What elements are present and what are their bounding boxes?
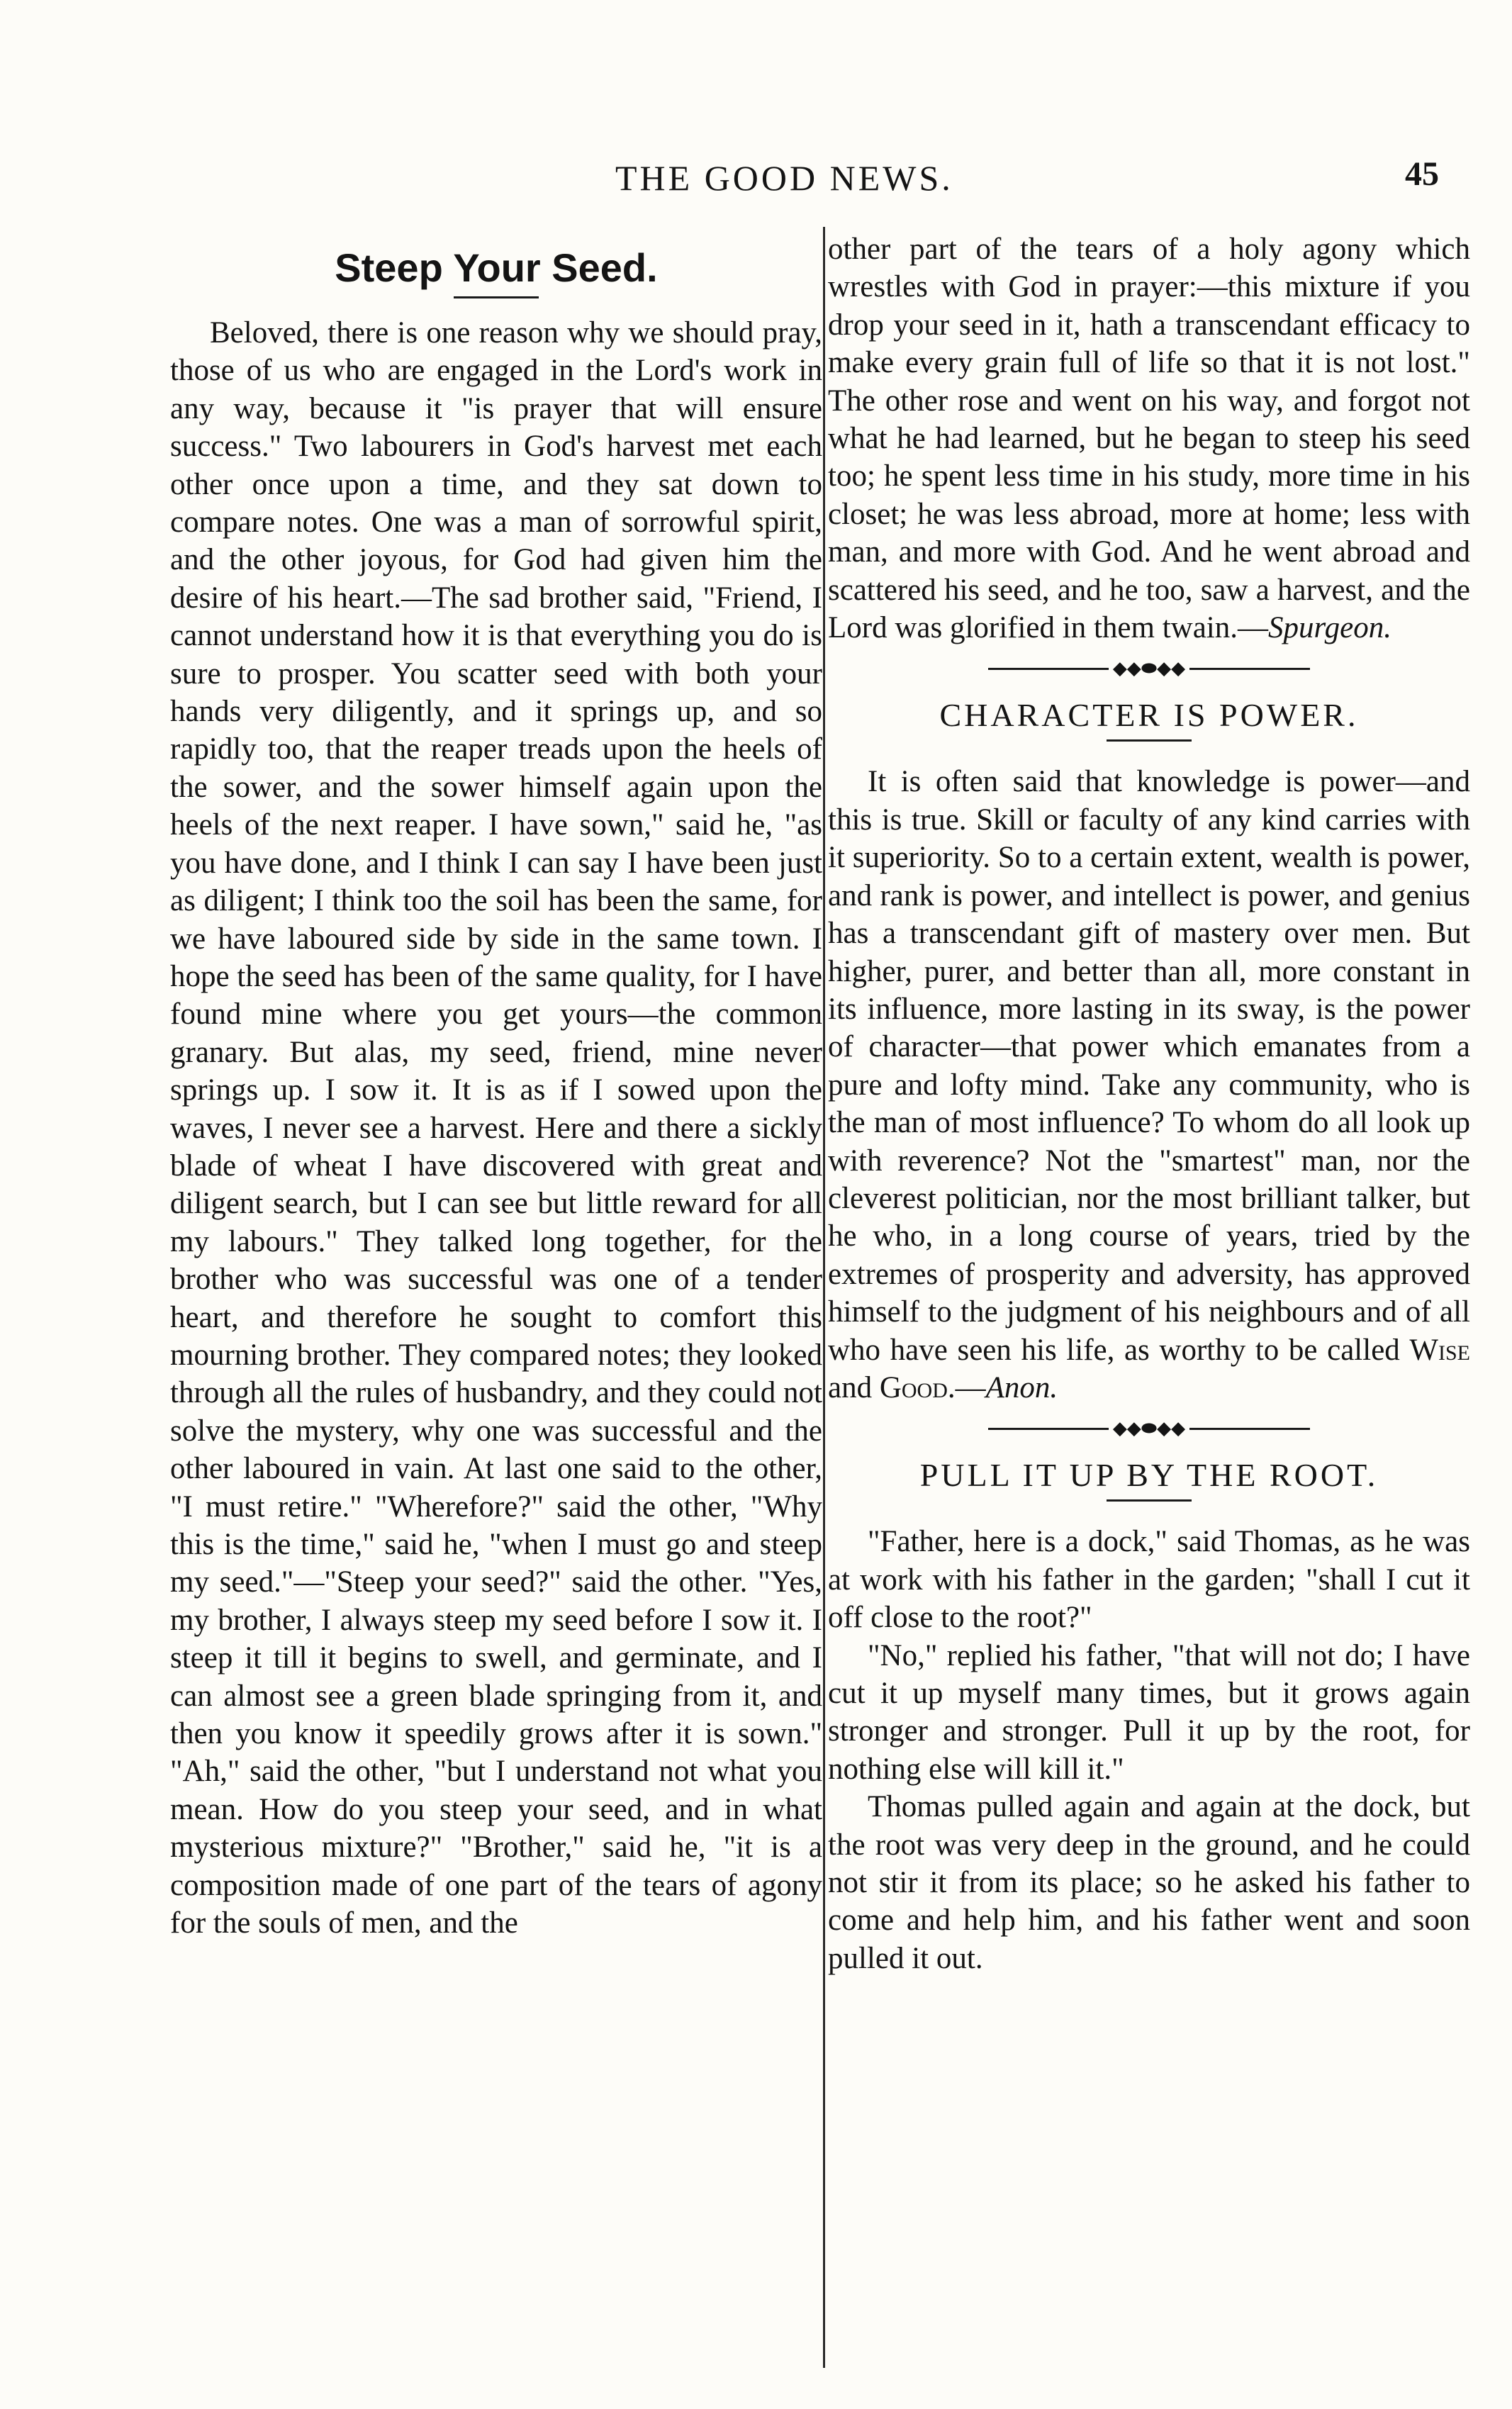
word-and: and	[828, 1370, 880, 1404]
title-rule	[1107, 1499, 1192, 1502]
title-rule	[454, 296, 539, 298]
attribution-spurgeon: Spurgeon.	[1267, 611, 1391, 645]
character-paragraph	[828, 763, 1470, 1407]
article-title-steep-your-seed: Steep Your Seed.	[335, 245, 658, 290]
left-column	[170, 230, 822, 2381]
page-header	[0, 150, 1512, 214]
dash: .—	[947, 1370, 986, 1404]
pull-paragraph: "Father, here is a dock," said Thomas, as he was at work with his father in the garden; "shall I cut it off close to the root?"	[828, 1525, 1470, 1635]
continued-paragraph	[828, 230, 1470, 647]
ornament-line-right	[1189, 668, 1310, 670]
right-column	[828, 230, 1470, 2381]
section-ornament	[828, 659, 1470, 678]
word-wise: Wise	[1409, 1333, 1470, 1367]
column-divider	[823, 227, 825, 2368]
ornament-line-right	[1189, 1428, 1310, 1430]
page-number: 45	[1405, 155, 1439, 193]
article-title-character-is-power: CHARACTER IS POWER.	[939, 697, 1359, 734]
pull-paragraph: Thomas pulled again and again at the dock, but the root was very deep in the ground, and he could not stir it from its place; so he asked his father to come and help him, and his father went and soon pulled it out.	[828, 1790, 1470, 1975]
ornament-diamond-icon: ◆◆⬬◆◆	[1112, 658, 1186, 679]
continued-text: other part of the tears of a holy agony which wrestles with God in prayer:—this mixture if you drop your seed in it, hath a transcendant efficacy to make every grain full of life so that it is not lost." The other rose and went on his way, and forgot not what he had learned, but he began to steep his seed too; he spent less time in his study, more time in his closet; he was less abroad, more at home; less with man, and more with God. And he went abroad and scattered his seed, and he too, saw a harvest, and the Lord was glorified in them twain.—	[828, 233, 1470, 645]
character-text: It is often said that knowledge is power—and this is true. Skill or faculty of any kind carries with it superiority. So to a certain extent, wealth is power, and rank is power, and intellect is power, and genius has a transcendant gift of mastery over men. But higher, purer, and better than all, more constant in its influence, more lasting in its sway, is the power of character—that power which emanates from a pure and lofty mind. Take any community, who is the man of most influence? To whom do all look up with reverence? Not the "smartest" man, nor the cleverest politician, nor the most brilliant talker, but he who, in a long course of years, tried by the extremes of prosperity and adversity, has approved himself to the judgment of his neighbours and of all who have seen his life, as worthy to be called	[828, 765, 1470, 1367]
word-good: Good	[879, 1370, 948, 1404]
article-title-pull-it-up: PULL IT UP BY THE ROOT.	[919, 1457, 1379, 1494]
running-title: THE GOOD NEWS.	[615, 158, 953, 198]
ornament-line-left	[988, 668, 1109, 670]
attribution-anon: Anon.	[985, 1370, 1058, 1404]
ornament-diamond-icon: ◆◆⬬◆◆	[1112, 1418, 1186, 1439]
article-paragraph: Beloved, there is one reason why we should pray, those of us who are engaged in the Lord's work in any way, because it "is prayer that will ensure success." Two labourers in God's harvest met each other once upon a time, and they sat down to compare notes. One was a man of sorrowful spirit, and the other joyous, for God had given him the desire of his heart.—The sad brother said, "Friend, I cannot understand how it is that everything you do is sure to prosper. You scatter seed with both your hands very diligently, and it springs up, and so rapidly too, that the reaper treads upon the heels of the sower, and the sower himself again upon the heels of the next reaper. I have sown," said he, "as you have done, and I think I can say I have been just as diligent; I think too the soil has been the same, for we have laboured side by side in the same town. I hope the seed has been of the same quality, for I have found mine where you get yours—the common granary. But alas, my seed, friend, mine never springs up. I sow it. It is as if I sowed upon the waves, I never see a harvest. Here and there a sickly blade of wheat I have discovered with great and diligent search, but I can see but little reward for all my labours." They talked long together, for the brother who was successful was one of a tender heart, and therefore he sought to comfort this mourning brother. They compared notes; they looked through all the rules of husbandry, and they could not solve the mystery, why one was successful and the other laboured in vain. At last one said to the other, "I must retire." "Wherefore?" said the other, "Why this is the time," said he, "when I must go and steep my seed."—"Steep your seed?" said the other. "Yes, my brother, I always steep my seed before I sow it. I steep it till it begins to swell, and germinate, and I can almost see a green blade springing from it, and then you know it speedily grows after it is sown." "Ah," said the other, "but I understand not what you mean. How do you steep your seed, and in what mysterious mixture?" "Brother," said he, "it is a composition made of one part of the tears of agony for the souls of men, and the	[170, 316, 822, 1940]
ornament-line-left	[988, 1428, 1109, 1430]
section-ornament	[828, 1419, 1470, 1438]
pull-paragraph: "No," replied his father, "that will not do; I have cut it up myself many times, but it grows again stronger and stronger. Pull it up by the root, for nothing else will kill it."	[828, 1638, 1470, 1786]
title-rule	[1107, 739, 1192, 742]
